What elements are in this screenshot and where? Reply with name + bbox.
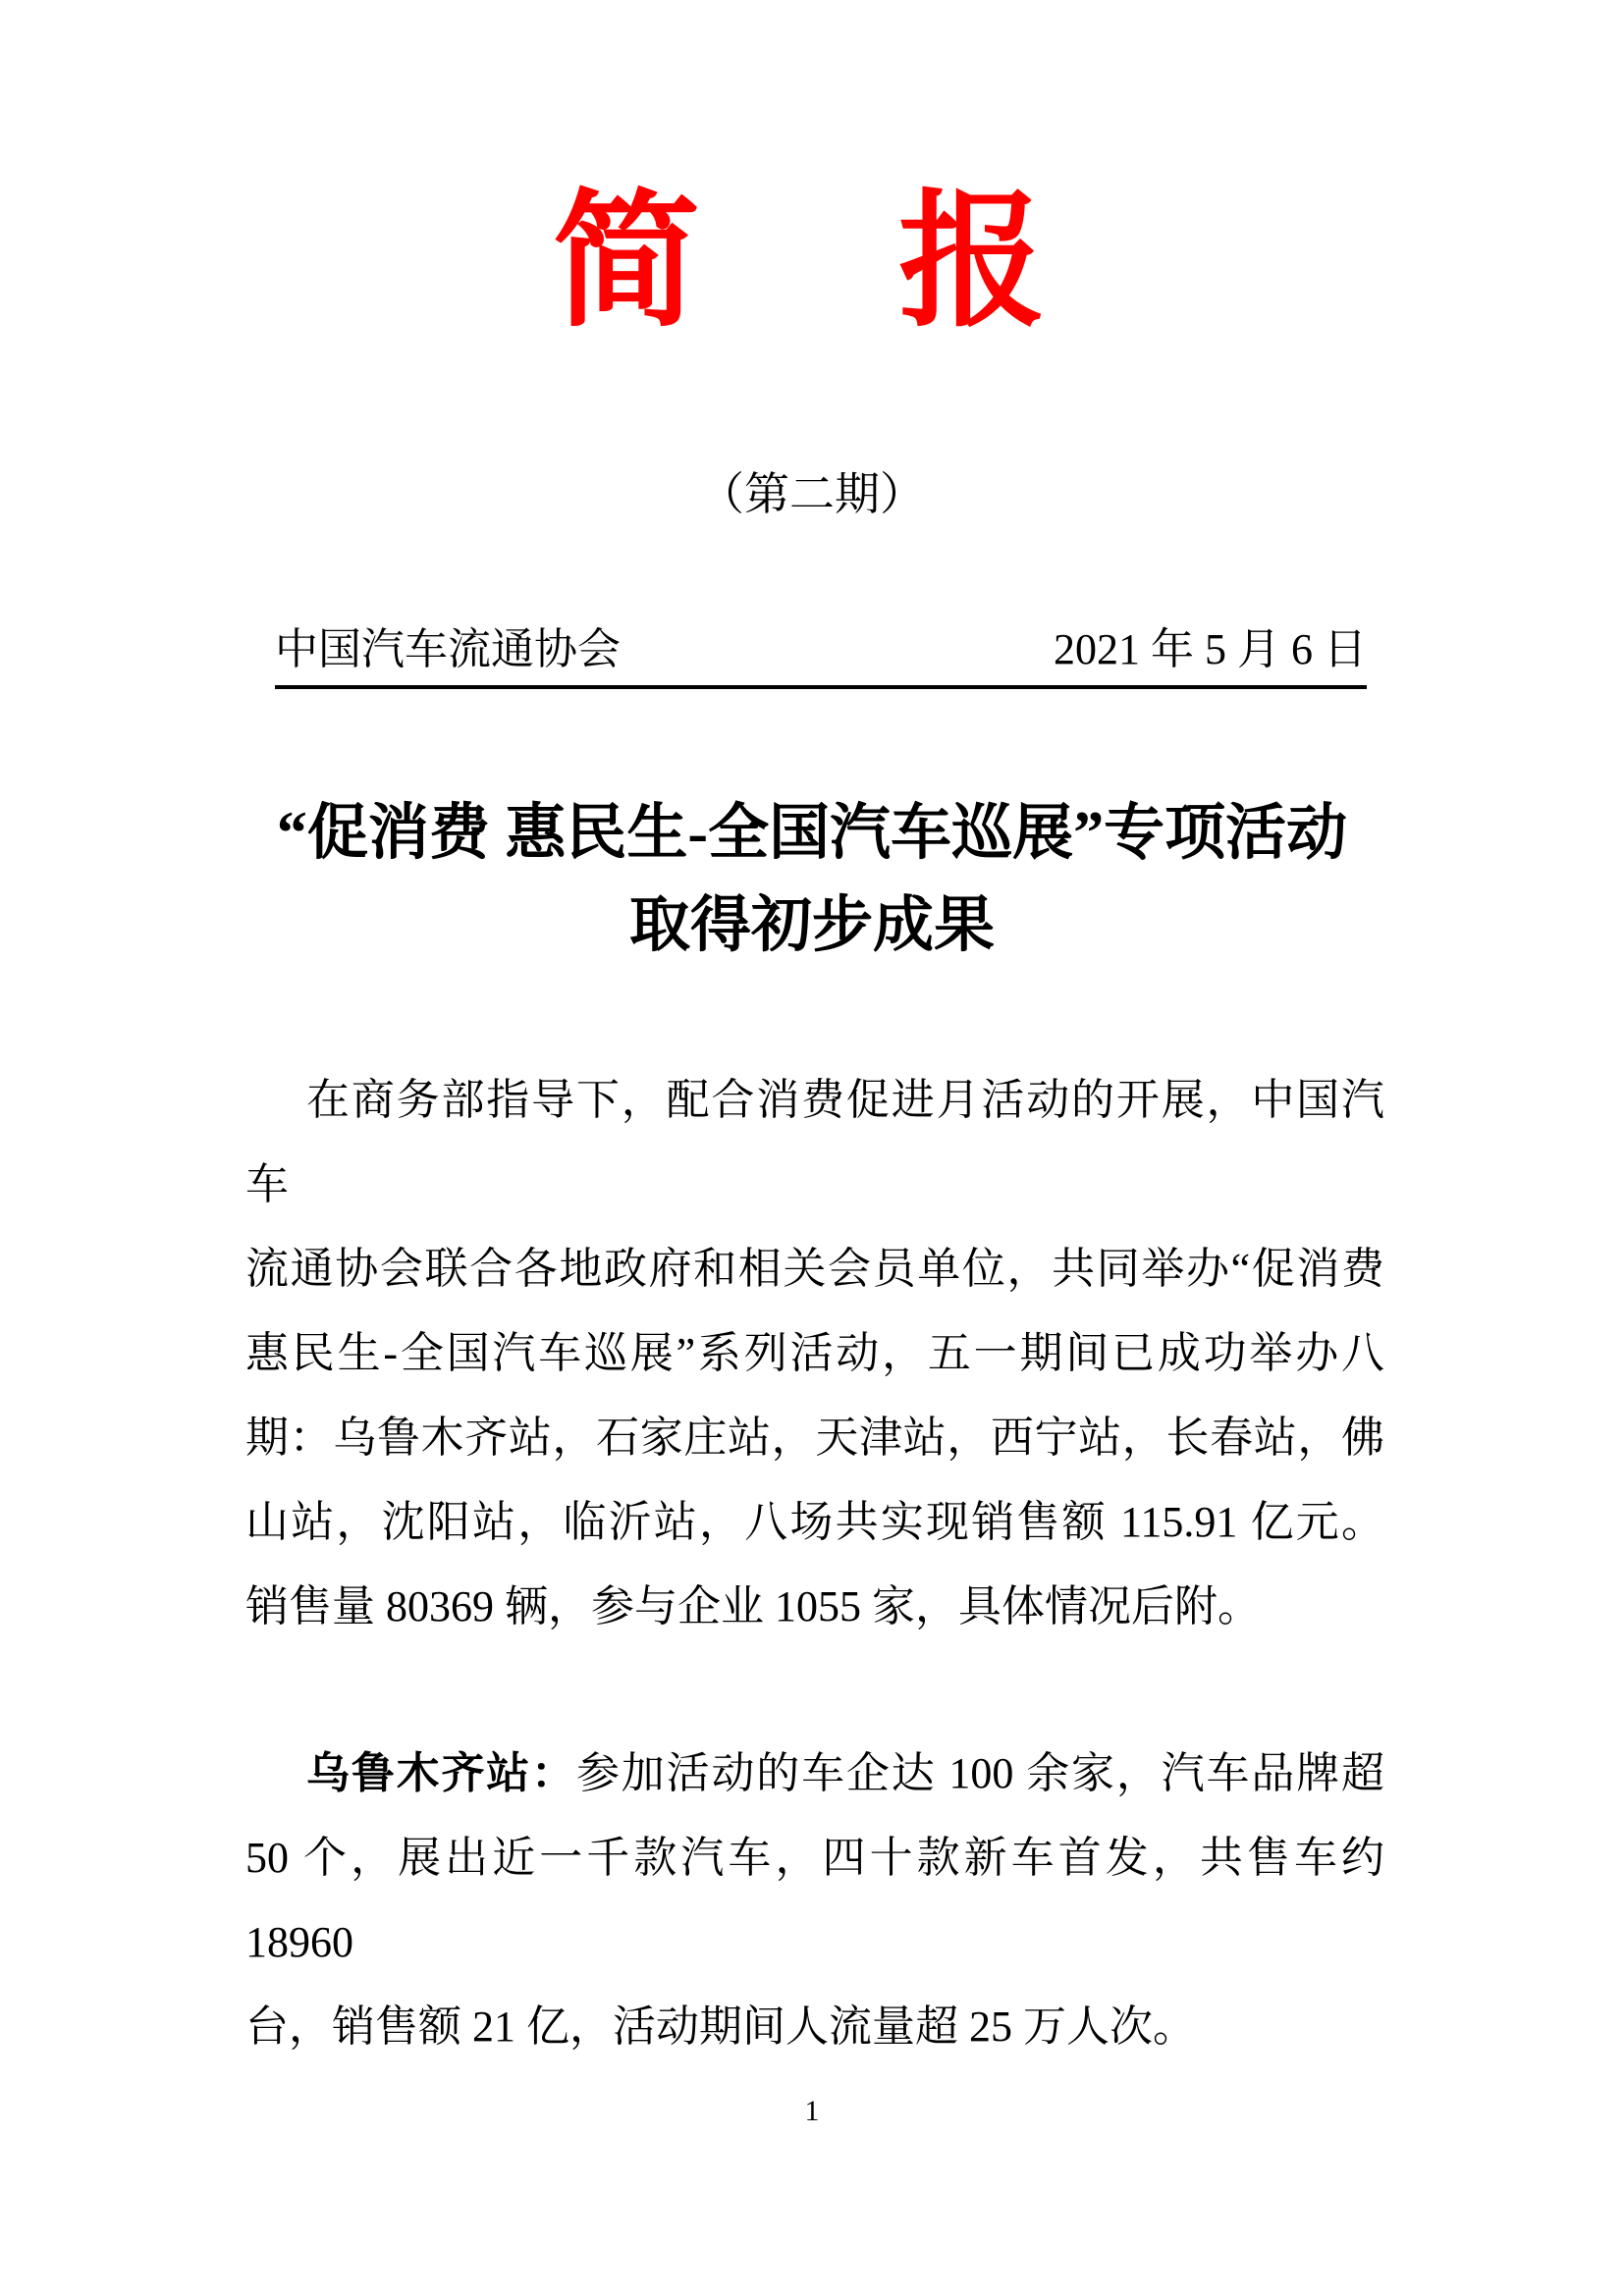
document-title: 简 报 xyxy=(552,182,1071,345)
body-line: 台，销售额 21 亿，活动期间人流量超 25 万人次。 xyxy=(245,2002,1196,2051)
issue-date: 2021 年 5 月 6 日 xyxy=(1054,625,1367,673)
page-number: 1 xyxy=(804,2095,820,2127)
masthead-rule xyxy=(275,624,1367,689)
body-line: 山站，沈阳站，临沂站，八场共实现销售额 115.91 亿元。 xyxy=(245,1498,1384,1546)
issue-number: （第二期） xyxy=(699,469,925,519)
body-line: 50 个，展出近一千款汽车，四十款新车首发，共售车约 18960 xyxy=(245,1834,1384,1966)
article-headline xyxy=(0,787,1624,972)
body-line xyxy=(245,1732,1384,1816)
body-line: 期：乌鲁木齐站，石家庄站，天津站，西宁站，长春站，佛 xyxy=(245,1414,1384,1462)
body-line: 惠民生-全国汽车巡展”系列活动，五一期间已成功举办八 xyxy=(245,1329,1384,1377)
station-name: 乌鲁木齐站： xyxy=(306,1749,576,1797)
headline-line-2: 取得初步成果 xyxy=(628,892,995,959)
body-line: 销售量 80369 辆，参与企业 1055 家，具体情况后附。 xyxy=(245,1582,1261,1630)
headline-line-1: “促消费 惠民生-全国汽车巡展”专项活动 xyxy=(276,800,1348,867)
intro-paragraph xyxy=(245,1058,1384,1649)
station-paragraph xyxy=(245,1732,1384,2069)
organization-name: 中国汽车流通协会 xyxy=(275,625,621,673)
station-line-rest: 参加活动的车企达 100 余家，汽车品牌超 xyxy=(575,1749,1385,1797)
body-line: 流通协会联合各地政府和相关会员单位，共同举办“促消费 xyxy=(245,1245,1384,1293)
body-line: 在商务部指导下，配合消费促进月活动的开展，中国汽车 xyxy=(245,1076,1384,1208)
